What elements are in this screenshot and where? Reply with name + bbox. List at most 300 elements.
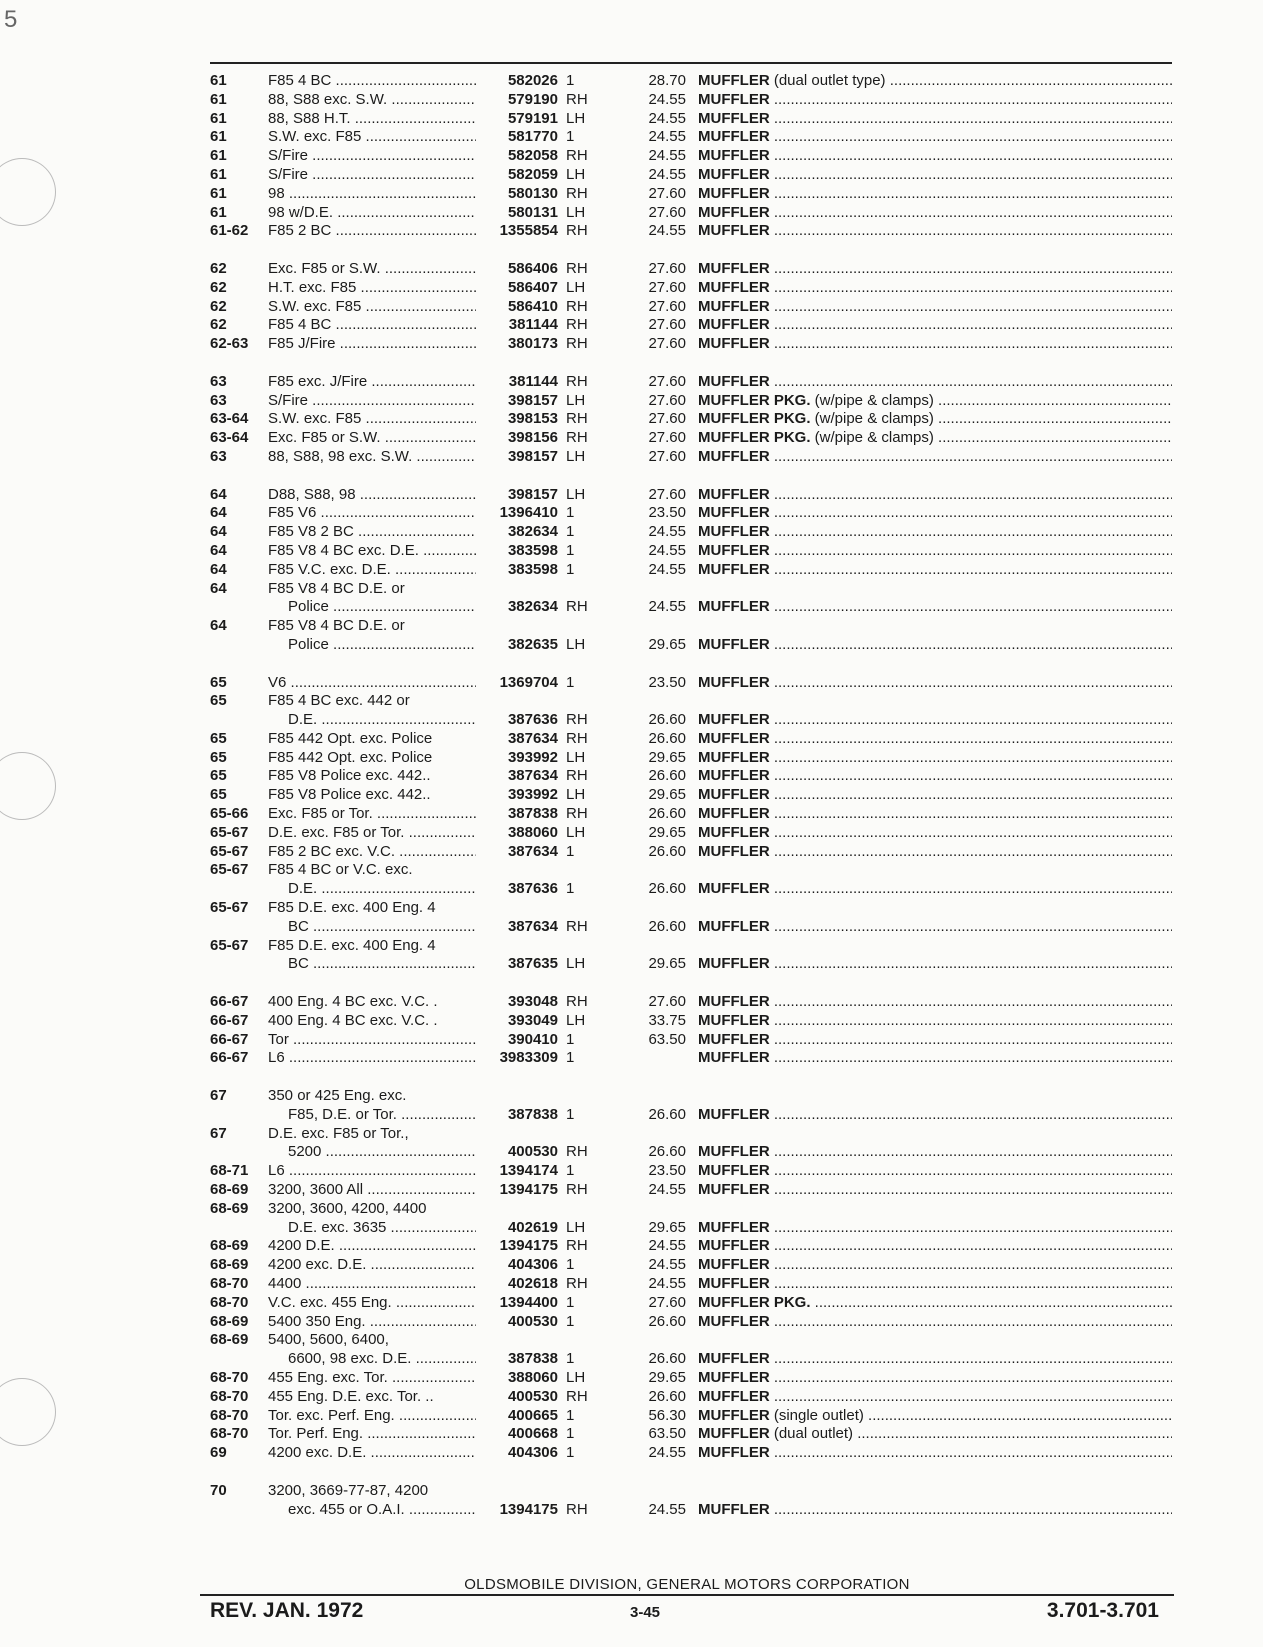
list-price: 24.55 bbox=[648, 1500, 686, 1518]
part-name: MUFFLER bbox=[698, 1406, 770, 1424]
parts-row bbox=[210, 918, 1172, 937]
part-name: MUFFLER bbox=[698, 635, 770, 653]
part-number: 582058 bbox=[507, 147, 558, 165]
part-name: MUFFLER bbox=[698, 767, 770, 785]
part-number: 400530 bbox=[507, 1143, 558, 1161]
page-number: 3-45 bbox=[630, 1604, 661, 1621]
part-description bbox=[698, 598, 1172, 617]
list-price: 63.50 bbox=[648, 1030, 686, 1048]
list-price: 24.55 bbox=[648, 1237, 686, 1255]
quantity-side: 1 bbox=[566, 880, 575, 898]
parts-row bbox=[210, 1425, 1172, 1444]
part-number: 398153 bbox=[507, 410, 558, 428]
list-price: 24.55 bbox=[648, 222, 686, 240]
part-description bbox=[698, 1049, 1172, 1068]
model-description: 88, S88 H.T. ..... bbox=[268, 110, 476, 129]
part-name: MUFFLER bbox=[698, 786, 770, 804]
list-price: 26.60 bbox=[648, 1350, 686, 1368]
parts-row bbox=[210, 730, 1172, 749]
quantity-side: RH bbox=[566, 335, 588, 353]
part-number: 390410 bbox=[507, 1030, 558, 1048]
parts-row bbox=[210, 1106, 1172, 1125]
model-description: 455 Eng. exc. Tor. ..... bbox=[268, 1369, 476, 1388]
quantity-side: 1 bbox=[566, 842, 575, 860]
part-note bbox=[770, 636, 1172, 653]
part-description bbox=[698, 410, 1172, 429]
model-year: 61 bbox=[210, 184, 227, 202]
model-year: 69 bbox=[210, 1444, 227, 1462]
model-year: 63 bbox=[210, 391, 227, 409]
model-description: F85 V8 4 BC exc. D.E. ..... bbox=[268, 542, 476, 561]
model-description: D.E. exc. 3635 ..... bbox=[268, 1219, 476, 1238]
part-note bbox=[770, 674, 1172, 691]
model-year: 62-63 bbox=[210, 335, 249, 353]
parts-row bbox=[210, 429, 1172, 448]
model-description: 400 Eng. 4 BC exc. V.C. . bbox=[268, 1011, 438, 1029]
list-price: 29.65 bbox=[648, 748, 686, 766]
quantity-side: 1 bbox=[566, 673, 575, 691]
part-note bbox=[770, 523, 1172, 540]
part-description bbox=[698, 1501, 1172, 1520]
part-note bbox=[770, 335, 1172, 352]
parts-row bbox=[210, 598, 1172, 617]
part-number: 1394175 bbox=[499, 1500, 558, 1518]
quantity-side: LH bbox=[566, 485, 586, 503]
part-name: MUFFLER bbox=[698, 711, 770, 729]
model-year: 62 bbox=[210, 297, 227, 315]
quantity-side: RH bbox=[566, 805, 588, 823]
model-description: V6 ..... bbox=[268, 674, 476, 693]
model-year: 65-67 bbox=[210, 899, 249, 917]
part-note: (dual outlet) ..... bbox=[770, 1425, 1172, 1442]
part-description bbox=[698, 1031, 1172, 1050]
parts-row bbox=[210, 861, 1172, 880]
part-description bbox=[698, 91, 1172, 110]
part-number: 404306 bbox=[507, 1444, 558, 1462]
part-description bbox=[698, 918, 1172, 937]
list-price: 26.60 bbox=[648, 917, 686, 935]
part-name: MUFFLER PKG. bbox=[698, 429, 811, 447]
part-description bbox=[698, 110, 1172, 129]
part-number: 388060 bbox=[507, 1368, 558, 1386]
model-year: 68-70 bbox=[210, 1275, 249, 1292]
quantity-side: RH bbox=[566, 222, 588, 240]
parts-row bbox=[210, 749, 1172, 768]
punch-hole-middle bbox=[0, 752, 56, 820]
part-description bbox=[698, 1425, 1172, 1444]
part-description bbox=[698, 147, 1172, 166]
part-description bbox=[698, 72, 1172, 91]
list-price: 27.60 bbox=[648, 447, 686, 465]
quantity-side: RH bbox=[566, 372, 588, 390]
part-description bbox=[698, 260, 1172, 279]
part-description bbox=[698, 204, 1172, 223]
quantity-side: LH bbox=[566, 203, 586, 221]
part-description bbox=[698, 1275, 1172, 1294]
parts-row bbox=[210, 486, 1172, 505]
model-description: D.E. ..... bbox=[268, 711, 476, 730]
part-number: 393992 bbox=[507, 748, 558, 766]
list-price: 26.60 bbox=[648, 1143, 686, 1161]
part-description bbox=[698, 880, 1172, 899]
part-number: 581770 bbox=[507, 128, 558, 146]
parts-row bbox=[210, 1143, 1172, 1162]
parts-row bbox=[210, 1219, 1172, 1238]
part-note bbox=[770, 1106, 1172, 1123]
part-description bbox=[698, 542, 1172, 561]
list-price: 27.60 bbox=[648, 372, 686, 390]
parts-row bbox=[210, 1256, 1172, 1275]
parts-row bbox=[210, 1501, 1172, 1520]
parts-row bbox=[210, 617, 1172, 636]
model-year: 61 bbox=[210, 203, 227, 221]
part-number: 398157 bbox=[507, 447, 558, 465]
list-price: 27.60 bbox=[648, 410, 686, 428]
parts-row bbox=[210, 1200, 1172, 1219]
part-description bbox=[698, 316, 1172, 335]
quantity-side: RH bbox=[566, 993, 588, 1011]
quantity-side: 1 bbox=[566, 1030, 575, 1048]
list-price: 27.60 bbox=[648, 993, 686, 1011]
model-year: 65-67 bbox=[210, 936, 249, 954]
model-description: 400 Eng. 4 BC exc. V.C. . bbox=[268, 993, 438, 1011]
model-description: F85 D.E. exc. 400 Eng. 4 bbox=[268, 936, 436, 954]
part-description bbox=[698, 1012, 1172, 1031]
list-price: 26.60 bbox=[648, 729, 686, 747]
part-number: 582059 bbox=[507, 165, 558, 183]
model-year: 65-66 bbox=[210, 805, 249, 823]
part-name: MUFFLER bbox=[698, 1181, 770, 1199]
part-number: 382634 bbox=[507, 523, 558, 541]
model-description: F85 exc. J/Fire ..... bbox=[268, 373, 476, 392]
punch-hole-bottom bbox=[0, 1378, 56, 1446]
model-description: D.E. exc. F85 or Tor. ..... bbox=[268, 824, 476, 843]
parts-row bbox=[210, 72, 1172, 91]
list-price: 23.50 bbox=[648, 673, 686, 691]
model-year: 62 bbox=[210, 259, 227, 277]
list-price: 27.60 bbox=[648, 335, 686, 353]
model-description: 5200 ..... bbox=[268, 1143, 476, 1162]
model-year: 66-67 bbox=[210, 1011, 249, 1029]
part-name: MUFFLER bbox=[698, 523, 770, 541]
list-price: 26.60 bbox=[648, 1312, 686, 1330]
part-note: (w/pipe & clamps) ..... bbox=[811, 410, 1173, 427]
parts-row bbox=[210, 1125, 1172, 1144]
part-number: 387634 bbox=[507, 767, 558, 785]
model-description: D.E. exc. F85 or Tor., bbox=[268, 1124, 409, 1142]
quantity-side: RH bbox=[566, 147, 588, 165]
part-name: MUFFLER bbox=[698, 598, 770, 616]
part-number: 400530 bbox=[507, 1312, 558, 1330]
list-price: 29.65 bbox=[648, 1218, 686, 1236]
punch-hole-top bbox=[0, 158, 56, 226]
part-description bbox=[698, 166, 1172, 185]
list-price: 27.60 bbox=[648, 297, 686, 315]
model-description: 98 w/D.E. ..... bbox=[268, 204, 476, 223]
part-description bbox=[698, 1369, 1172, 1388]
model-description: F85 V8 Police exc. 442.. bbox=[268, 767, 431, 785]
part-name: MUFFLER bbox=[698, 1011, 770, 1029]
model-description: L6 ..... bbox=[268, 1162, 476, 1181]
parts-row bbox=[210, 805, 1172, 824]
parts-row bbox=[210, 1275, 1172, 1294]
list-price: 29.65 bbox=[648, 823, 686, 841]
part-note bbox=[770, 1143, 1172, 1160]
part-number: 400668 bbox=[507, 1425, 558, 1443]
part-name: MUFFLER bbox=[698, 316, 770, 334]
part-note bbox=[770, 561, 1172, 578]
part-name: MUFFLER PKG. bbox=[698, 410, 811, 428]
parts-row bbox=[210, 542, 1172, 561]
part-note bbox=[770, 598, 1172, 615]
model-description: F85 V8 4 BC D.E. or bbox=[268, 617, 405, 635]
quantity-side: RH bbox=[566, 917, 588, 935]
part-description bbox=[698, 1388, 1172, 1407]
part-note bbox=[770, 1444, 1172, 1461]
part-note bbox=[770, 222, 1172, 239]
model-description: 88, S88, 98 exc. S.W. ..... bbox=[268, 448, 476, 467]
part-description bbox=[698, 486, 1172, 505]
parts-row bbox=[210, 843, 1172, 862]
part-note bbox=[770, 955, 1172, 972]
part-number: 387636 bbox=[507, 711, 558, 729]
part-note bbox=[770, 843, 1172, 860]
bottom-rule bbox=[200, 1594, 1174, 1596]
quantity-side: RH bbox=[566, 767, 588, 785]
part-number: 387636 bbox=[507, 880, 558, 898]
part-description bbox=[698, 523, 1172, 542]
list-price: 26.60 bbox=[648, 842, 686, 860]
quantity-side: 1 bbox=[566, 1105, 575, 1123]
quantity-side: RH bbox=[566, 1387, 588, 1405]
part-note: (w/pipe & clamps) ..... bbox=[811, 392, 1173, 409]
parts-list bbox=[210, 72, 1172, 1519]
part-name: MUFFLER bbox=[698, 1237, 770, 1255]
model-description: 6600, 98 exc. D.E. ..... bbox=[268, 1350, 476, 1369]
part-description bbox=[698, 373, 1172, 392]
list-price: 29.65 bbox=[648, 1368, 686, 1386]
parts-row bbox=[210, 91, 1172, 110]
part-note bbox=[770, 448, 1172, 465]
group-spacer bbox=[210, 1068, 1172, 1087]
parts-row bbox=[210, 1049, 1172, 1068]
parts-row bbox=[210, 580, 1172, 599]
part-name: MUFFLER bbox=[698, 278, 770, 296]
part-description bbox=[698, 1181, 1172, 1200]
part-name: MUFFLER bbox=[698, 203, 770, 221]
part-description bbox=[698, 805, 1172, 824]
model-description: Tor. Perf. Eng. ..... bbox=[268, 1425, 476, 1444]
parts-row bbox=[210, 1350, 1172, 1369]
model-description: F85 2 BC ..... bbox=[268, 222, 476, 241]
part-description bbox=[698, 1162, 1172, 1181]
model-description: 5400, 5600, 6400, bbox=[268, 1331, 389, 1349]
list-price: 24.55 bbox=[648, 1444, 686, 1462]
list-price: 27.60 bbox=[648, 1293, 686, 1311]
quantity-side: 1 bbox=[566, 1293, 575, 1311]
parts-row bbox=[210, 1313, 1172, 1332]
part-description bbox=[698, 561, 1172, 580]
list-price: 24.55 bbox=[648, 1181, 686, 1199]
part-name: MUFFLER bbox=[698, 372, 770, 390]
quantity-side: RH bbox=[566, 1237, 588, 1255]
list-price: 27.60 bbox=[648, 203, 686, 221]
part-description bbox=[698, 504, 1172, 523]
model-year: 65 bbox=[210, 729, 227, 747]
list-price: 29.65 bbox=[648, 955, 686, 973]
part-note bbox=[770, 786, 1172, 803]
part-name: MUFFLER bbox=[698, 72, 770, 89]
part-note bbox=[770, 918, 1172, 935]
parts-row bbox=[210, 1331, 1172, 1350]
part-name: MUFFLER bbox=[698, 184, 770, 202]
list-price: 28.70 bbox=[648, 72, 686, 89]
part-number: 387635 bbox=[507, 955, 558, 973]
quantity-side: RH bbox=[566, 729, 588, 747]
part-note bbox=[770, 1501, 1172, 1518]
part-number: 393049 bbox=[507, 1011, 558, 1029]
part-note bbox=[770, 279, 1172, 296]
part-number: 402618 bbox=[507, 1275, 558, 1292]
part-name: MUFFLER bbox=[698, 917, 770, 935]
list-price: 27.60 bbox=[648, 184, 686, 202]
footer-corporation: OLDSMOBILE DIVISION, GENERAL MOTORS CORPORATION bbox=[200, 1576, 1174, 1593]
part-name: MUFFLER bbox=[698, 1387, 770, 1405]
parts-row bbox=[210, 955, 1172, 974]
part-name: MUFFLER bbox=[698, 541, 770, 559]
parts-row bbox=[210, 1369, 1172, 1388]
quantity-side: RH bbox=[566, 1275, 588, 1292]
model-year: 65 bbox=[210, 692, 227, 710]
part-number: 398157 bbox=[507, 485, 558, 503]
quantity-side: LH bbox=[566, 1011, 586, 1029]
model-year: 65-67 bbox=[210, 823, 249, 841]
quantity-side: 1 bbox=[566, 541, 575, 559]
quantity-side: LH bbox=[566, 391, 586, 409]
parts-row bbox=[210, 1482, 1172, 1501]
model-year: 62 bbox=[210, 278, 227, 296]
parts-row bbox=[210, 1407, 1172, 1426]
part-name: MUFFLER bbox=[698, 673, 770, 691]
group-spacer bbox=[210, 1463, 1172, 1482]
parts-row bbox=[210, 128, 1172, 147]
part-note bbox=[770, 1275, 1172, 1292]
quantity-side: RH bbox=[566, 297, 588, 315]
list-price: 24.55 bbox=[648, 541, 686, 559]
model-description: BC ..... bbox=[268, 955, 476, 974]
parts-row bbox=[210, 1444, 1172, 1463]
parts-row bbox=[210, 937, 1172, 956]
quantity-side: 1 bbox=[566, 128, 575, 146]
part-description bbox=[698, 1294, 1172, 1313]
quantity-side: 1 bbox=[566, 504, 575, 522]
list-price: 24.55 bbox=[648, 109, 686, 127]
part-description bbox=[698, 392, 1172, 411]
model-year: 65 bbox=[210, 786, 227, 804]
model-year: 68-71 bbox=[210, 1162, 249, 1180]
part-name: MUFFLER bbox=[698, 504, 770, 522]
parts-row bbox=[210, 786, 1172, 805]
list-price: 24.55 bbox=[648, 1275, 686, 1292]
part-description bbox=[698, 429, 1172, 448]
quantity-side: LH bbox=[566, 165, 586, 183]
part-number: 381144 bbox=[508, 372, 558, 390]
quantity-side: LH bbox=[566, 1368, 586, 1386]
parts-row bbox=[210, 110, 1172, 129]
model-description: exc. 455 or O.A.I. ..... bbox=[268, 1501, 476, 1520]
parts-row bbox=[210, 279, 1172, 298]
part-note bbox=[770, 1237, 1172, 1254]
part-note bbox=[770, 486, 1172, 503]
part-number: 586410 bbox=[507, 297, 558, 315]
model-year: 62 bbox=[210, 316, 227, 334]
part-description bbox=[698, 128, 1172, 147]
part-name: MUFFLER bbox=[698, 1500, 770, 1518]
part-name: MUFFLER bbox=[698, 1275, 770, 1292]
model-description: F85 4 BC or V.C. exc. bbox=[268, 861, 413, 879]
parts-row bbox=[210, 993, 1172, 1012]
model-year: 63-64 bbox=[210, 410, 249, 428]
part-number: 400665 bbox=[507, 1406, 558, 1424]
list-price: 26.60 bbox=[648, 767, 686, 785]
part-number: 1394400 bbox=[499, 1293, 558, 1311]
part-description bbox=[698, 843, 1172, 862]
quantity-side: LH bbox=[566, 786, 586, 804]
model-description: F85 V8 Police exc. 442.. bbox=[268, 786, 431, 804]
model-year: 68-69 bbox=[210, 1312, 249, 1330]
list-price: 24.55 bbox=[648, 128, 686, 146]
list-price: 24.55 bbox=[648, 147, 686, 165]
part-number: 404306 bbox=[507, 1256, 558, 1274]
quantity-side: 1 bbox=[566, 1425, 575, 1443]
quantity-side: LH bbox=[566, 955, 586, 973]
part-note bbox=[770, 91, 1172, 108]
part-description bbox=[698, 674, 1172, 693]
model-year: 61 bbox=[210, 128, 227, 146]
group-spacer bbox=[210, 467, 1172, 486]
part-name: MUFFLER PKG. bbox=[698, 391, 811, 409]
revision-date: REV. JAN. 1972 bbox=[210, 1599, 364, 1622]
list-price: 63.50 bbox=[648, 1425, 686, 1443]
part-name: MUFFLER bbox=[698, 748, 770, 766]
list-price: 29.65 bbox=[648, 635, 686, 653]
part-number: 580131 bbox=[507, 203, 558, 221]
model-description: F85 V8 4 BC D.E. or bbox=[268, 579, 405, 597]
model-year: 70 bbox=[210, 1481, 227, 1499]
model-description: S/Fire ..... bbox=[268, 147, 476, 166]
part-note: (w/pipe & clamps) ..... bbox=[811, 429, 1173, 446]
model-description: BC ..... bbox=[268, 918, 476, 937]
model-description: F85 V.C. exc. D.E. ..... bbox=[268, 561, 476, 580]
part-number: 393048 bbox=[507, 993, 558, 1011]
part-description bbox=[698, 786, 1172, 805]
model-year: 61 bbox=[210, 90, 227, 108]
parts-row bbox=[210, 448, 1172, 467]
model-description: F85 442 Opt. exc. Police bbox=[268, 729, 433, 747]
quantity-side: RH bbox=[566, 429, 588, 447]
list-price: 29.65 bbox=[648, 786, 686, 804]
parts-row bbox=[210, 260, 1172, 279]
part-number: 586407 bbox=[507, 278, 558, 296]
quantity-side: RH bbox=[566, 1500, 588, 1518]
model-year: 68-69 bbox=[210, 1181, 249, 1199]
part-name: MUFFLER bbox=[698, 447, 770, 465]
quantity-side: RH bbox=[566, 1143, 588, 1161]
part-name: MUFFLER bbox=[698, 955, 770, 973]
part-description bbox=[698, 955, 1172, 974]
part-name: MUFFLER bbox=[698, 297, 770, 315]
parts-row bbox=[210, 1087, 1172, 1106]
